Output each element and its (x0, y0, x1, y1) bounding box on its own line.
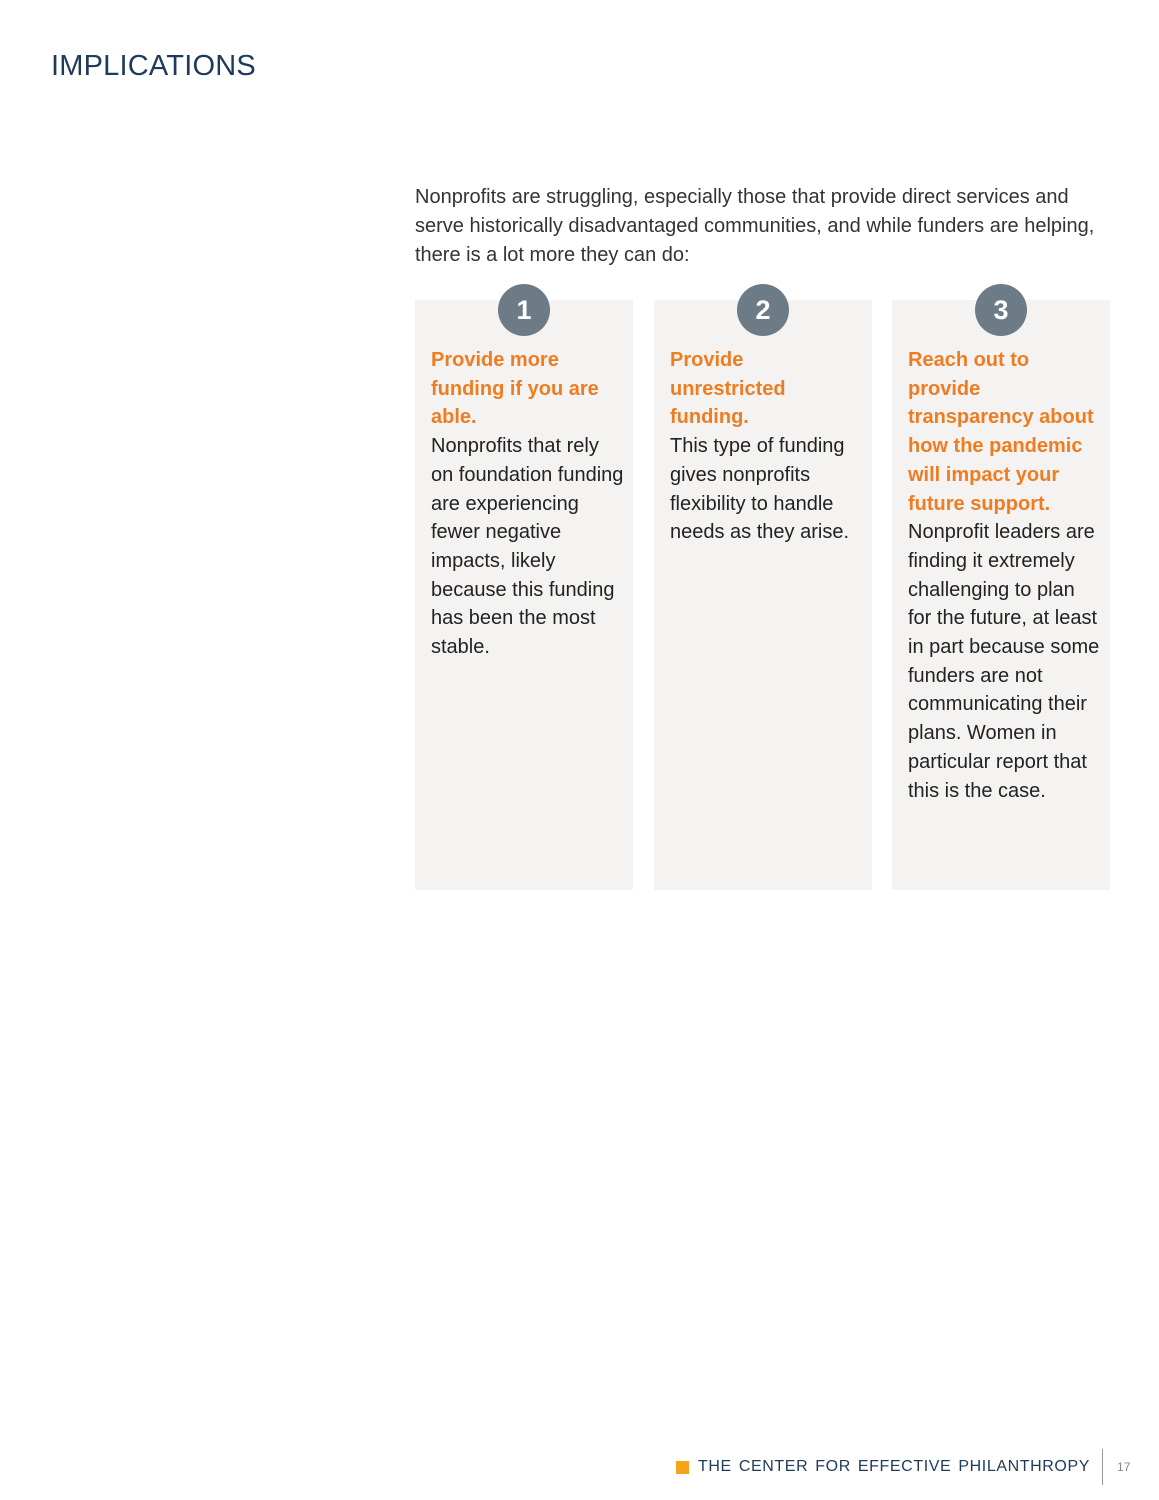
implication-card-3 (892, 294, 1110, 890)
card-text: Nonprofits that rely on foundation funding are experiencing fewer negative impacts, likely because this funding has been the most stable. (431, 435, 624, 659)
card-heading: Reach out to provide transparency about how the pandemic will impact your future support. (908, 349, 1094, 515)
intro-paragraph: Nonprofits are struggling, especially those that provide direct services and serve historically disadvantaged communities, and while funders are helping, there is a lot more they can do: (415, 186, 1095, 266)
number-badge: 3 (975, 284, 1027, 336)
card-heading: Provide more funding if you are able. (431, 349, 599, 429)
card-text: Nonprofit leaders are finding it extremely challenging to plan for the future, at least in part because some funders are not communicating their plans. Women in particular report that this is the case. (908, 521, 1100, 802)
card-body (908, 346, 1102, 805)
page-footer (676, 1456, 1130, 1478)
footer-divider (1102, 1449, 1103, 1485)
number-badge: 1 (498, 284, 550, 336)
card-body (670, 346, 864, 547)
implication-card-2 (654, 294, 872, 890)
page-title: IMPLICATIONS (51, 50, 256, 82)
card-body (431, 346, 625, 662)
card-heading: Provide unrestricted funding. (670, 349, 786, 429)
card-text: This type of funding gives nonprofits flexibility to handle needs as they arise. (670, 435, 849, 544)
number-badge: 2 (737, 284, 789, 336)
square-logo-icon (676, 1461, 689, 1474)
page-number: 17 (1117, 1460, 1131, 1474)
organization-name: THE CENTER FOR EFFECTIVE PHILANTHROPY (698, 1458, 1091, 1475)
implication-card-1 (415, 294, 633, 890)
